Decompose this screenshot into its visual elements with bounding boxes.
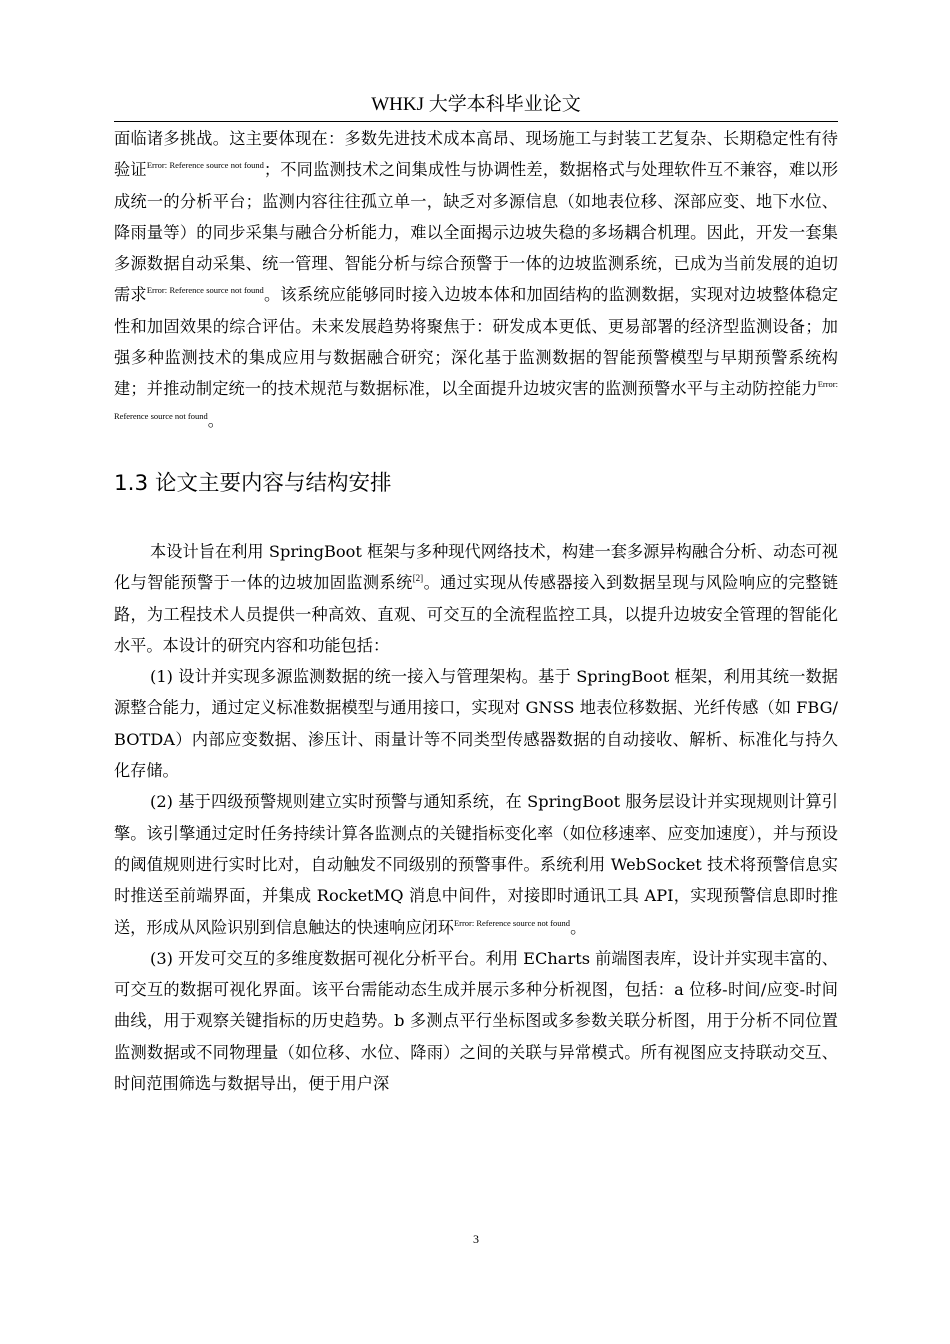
page-number: 3 bbox=[473, 1232, 479, 1246]
header-divider bbox=[114, 121, 838, 122]
paragraph-item-1: (1) 设计并实现多源监测数据的统一接入与管理架构。基于 SpringBoot 框架，利用其统一数据源整合能力，通过定义标准数据模型与通用接口，实现对 GNSS 地表位移数据、光纤传感（如 FBG/BOTDA）内部应变数据、渗压计、雨量计等不同类型传感器数据的自动接收、解析、标准化与持久化存储。 bbox=[114, 667, 838, 781]
reference-error: Error: Reference source not found bbox=[146, 160, 264, 171]
page-body bbox=[114, 123, 838, 1099]
reference-error: Error: Reference source not found bbox=[146, 285, 264, 296]
running-header: WHKJ 大学本科毕业论文 bbox=[371, 94, 581, 115]
reference-error: Error: Reference source not found bbox=[114, 379, 838, 421]
citation: [2] bbox=[412, 573, 424, 584]
reference-error: Error: Reference source not found bbox=[453, 917, 571, 928]
paragraph-item-3: (3) 开发可交互的多维度数据可视化分析平台。利用 ECharts 前端图表库，设计并实现丰富的、可交互的数据可视化界面。该平台需能动态生成并展示多种分析视图，包括：a 位移-时间/应变-时间曲线，用于观察关键指标的历史趋势。b 多测点平行坐标图或多参数关联分析图，用于分析不同位置监测数据或不同物理量（如位移、水位、降雨）之间的关联与异常模式。所有视图应支持联动交互、时间范围筛选与数据导出，便于用户深 bbox=[114, 948, 838, 1094]
paragraph-intro: 本设计旨在利用 SpringBoot 框架与多种现代网络技术，构建一套多源异构融合分析、动态可视化与智能预警于一体的边坡加固监测系统[2]。通过实现从传感器接入到数据呈现与风险响应的完整链路，为工程技术人员提供一种高效、直观、可交互的全流程监控工具，以提升边坡安全管理的智能化水平。本设计的研究内容和功能包括： bbox=[114, 541, 839, 655]
paragraph-challenges: 面临诸多挑战。这主要体现在：多数先进技术成本高昂、现场施工与封装工艺复杂、长期稳定性有待验证$^{Error: Reference source not found}$；不同监测技术之间集成性与协调性差，数据格式与处理软件互不兼容，难以形成统一的分析平台；监测内容往往孤立单一，缺乏对多源信息（如地表位移、深部应变、地下水位、降雨量等）的同步采集与融合分析能力，难以全面揭示边坡失稳的多场耦合机理。因此，开发一套集多源数据自动采集、统一管理、智能分析与综合预警于一体的边坡监测系统，已成为当前发展的迫切需求$^{Error: Reference source not found}$。该系统应能够同时接入边坡本体和加固结构的监测数据，实现对边坡整体稳定性和加固效果的综合评估。未来发展趋势将聚焦于：研发成本更低、更易部署的经济型监测设备；加强多种监测技术的集成应用与数据融合研究；深化基于监测数据的智能预警模型与早期预警系统构建；并推动制定统一的技术规范与数据标准，以全面提升边坡灾害的监测预警水平与主动防控能力$^{Error: Reference source not found}$。 bbox=[114, 129, 839, 430]
section-heading: 1.3 论文主要内容与结构安排 bbox=[114, 470, 392, 496]
paragraph-item-2: (2) 基于四级预警规则建立实时预警与通知系统，在 SpringBoot 服务层设计并实现规则计算引擎。该引擎通过定时任务持续计算各监测点的关键指标变化率（如位移速率、应变加速度），并与预设的阈值规则进行实时比对，自动触发不同级别的预警事件。系统利用 WebSocket 技术将预警信息实时推送至前端界面，并集成 RocketMQ 消息中间件，对接即时通讯工具 API，实现预警信息即时推送，形成从风险识别到信息触达的快速响应闭环$^{Error: Reference source not found}$。 bbox=[114, 792, 838, 937]
